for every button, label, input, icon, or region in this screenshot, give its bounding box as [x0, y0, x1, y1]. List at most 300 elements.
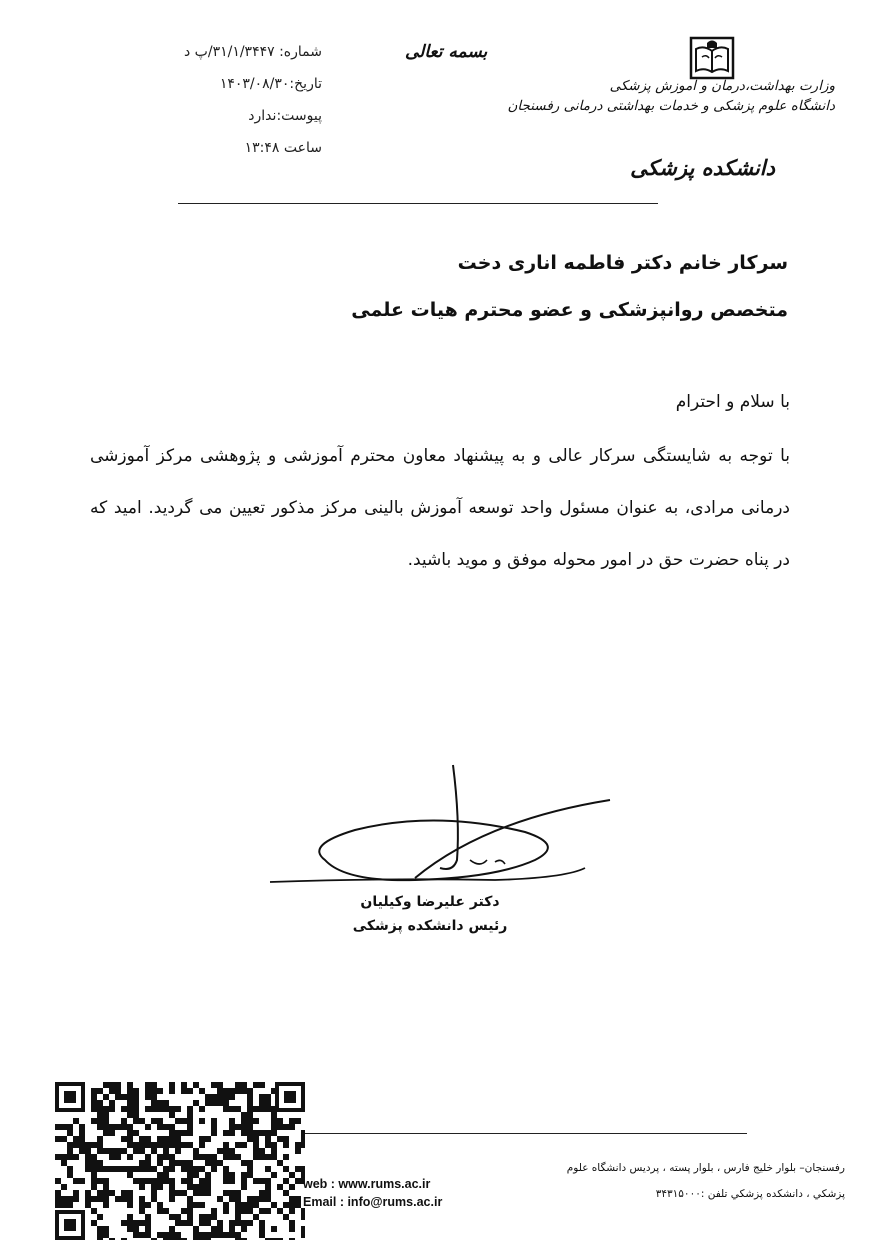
qr-module [223, 1202, 229, 1208]
qr-module [217, 1232, 223, 1238]
qr-module [97, 1100, 103, 1106]
qr-module [151, 1196, 157, 1202]
qr-module [187, 1118, 193, 1124]
qr-module [247, 1112, 253, 1118]
qr-module [103, 1118, 109, 1124]
qr-module [259, 1208, 265, 1214]
qr-module [235, 1232, 241, 1238]
qr-module [67, 1202, 73, 1208]
qr-module [193, 1184, 199, 1190]
qr-module [295, 1196, 301, 1202]
qr-module [283, 1214, 289, 1220]
qr-module [241, 1202, 247, 1208]
qr-module [157, 1184, 163, 1190]
signer-name: دکتر علیرضا وکیلیان [360, 894, 500, 910]
qr-module [91, 1184, 97, 1190]
qr-module [253, 1178, 259, 1184]
qr-module [169, 1154, 175, 1160]
qr-module [169, 1166, 175, 1172]
qr-module [163, 1178, 169, 1184]
qr-module [241, 1082, 247, 1088]
qr-module [271, 1238, 277, 1240]
qr-module [121, 1118, 127, 1124]
qr-module [61, 1124, 67, 1130]
qr-module [175, 1106, 181, 1112]
qr-module [181, 1178, 187, 1184]
letter-meta [122, 36, 322, 164]
qr-module [247, 1220, 253, 1226]
qr-module [187, 1184, 193, 1190]
qr-module [217, 1088, 223, 1094]
qr-module [247, 1202, 253, 1208]
qr-module [109, 1088, 115, 1094]
qr-module [283, 1166, 289, 1172]
qr-module [109, 1100, 115, 1106]
qr-module [205, 1238, 211, 1240]
qr-module [169, 1130, 175, 1136]
qr-module [289, 1172, 295, 1178]
qr-module [145, 1124, 151, 1130]
qr-module [223, 1178, 229, 1184]
qr-module [121, 1166, 127, 1172]
qr-module [199, 1184, 205, 1190]
qr-module [103, 1178, 109, 1184]
qr-module [205, 1094, 211, 1100]
qr-module [73, 1154, 79, 1160]
qr-module [67, 1166, 73, 1172]
qr-module [151, 1094, 157, 1100]
qr-module [133, 1100, 139, 1106]
qr-module [277, 1238, 283, 1240]
qr-module [253, 1136, 259, 1142]
qr-module [169, 1136, 175, 1142]
qr-module [175, 1130, 181, 1136]
qr-module [253, 1214, 259, 1220]
qr-module [253, 1148, 259, 1154]
qr-module [235, 1214, 241, 1220]
qr-module [271, 1118, 277, 1124]
qr-module [247, 1136, 253, 1142]
ministry-block [507, 76, 835, 116]
qr-module [295, 1202, 301, 1208]
qr-module [289, 1118, 295, 1124]
qr-module [91, 1100, 97, 1106]
qr-module [217, 1082, 223, 1088]
qr-module [121, 1124, 127, 1130]
qr-module [241, 1160, 247, 1166]
qr-module [91, 1160, 97, 1166]
qr-module [205, 1154, 211, 1160]
qr-module [139, 1232, 145, 1238]
qr-module [127, 1166, 133, 1172]
qr-module [187, 1130, 193, 1136]
qr-module [181, 1160, 187, 1166]
qr-module [253, 1118, 259, 1124]
qr-module [103, 1106, 109, 1112]
qr-module [181, 1088, 187, 1094]
qr-module [199, 1220, 205, 1226]
qr-module [67, 1154, 73, 1160]
qr-module [265, 1136, 271, 1142]
qr-module [271, 1142, 277, 1148]
qr-module [265, 1130, 271, 1136]
qr-module [67, 1172, 73, 1178]
qr-module [163, 1142, 169, 1148]
qr-module [151, 1178, 157, 1184]
qr-module [229, 1130, 235, 1136]
qr-module [109, 1130, 115, 1136]
qr-module [247, 1196, 253, 1202]
qr-module [79, 1148, 85, 1154]
qr-module [223, 1208, 229, 1214]
qr-module [229, 1172, 235, 1178]
qr-module [115, 1154, 121, 1160]
qr-module [235, 1082, 241, 1088]
qr-module [145, 1232, 151, 1238]
qr-module [163, 1100, 169, 1106]
qr-module [289, 1202, 295, 1208]
qr-module [139, 1166, 145, 1172]
greeting: با سلام و احترام [675, 392, 790, 412]
qr-module [85, 1196, 91, 1202]
qr-module [223, 1166, 229, 1172]
qr-module [205, 1172, 211, 1178]
qr-module [187, 1106, 193, 1112]
qr-module [163, 1232, 169, 1238]
qr-module [97, 1106, 103, 1112]
qr-module [193, 1154, 199, 1160]
qr-module [115, 1088, 121, 1094]
qr-module [211, 1124, 217, 1130]
qr-module [109, 1238, 115, 1240]
qr-module [175, 1160, 181, 1166]
qr-module [181, 1142, 187, 1148]
qr-module [97, 1136, 103, 1142]
qr-module [91, 1166, 97, 1172]
qr-module [61, 1154, 67, 1160]
qr-module [187, 1202, 193, 1208]
footer-web-link[interactable]: web : www.rums.ac.ir [303, 1177, 431, 1191]
qr-module [187, 1166, 193, 1172]
qr-module [103, 1166, 109, 1172]
qr-module [157, 1154, 163, 1160]
qr-module [97, 1160, 103, 1166]
qr-module [211, 1232, 217, 1238]
qr-module [145, 1226, 151, 1232]
qr-module [247, 1118, 253, 1124]
qr-module [175, 1220, 181, 1226]
qr-module [97, 1166, 103, 1172]
letter-time: ساعت ۱۳:۴۸ [244, 140, 322, 156]
qr-module [91, 1154, 97, 1160]
qr-module [241, 1124, 247, 1130]
qr-module [301, 1232, 305, 1238]
qr-module [175, 1148, 181, 1154]
qr-module [229, 1220, 235, 1226]
qr-module [247, 1130, 253, 1136]
qr-module [133, 1118, 139, 1124]
qr-module [139, 1142, 145, 1148]
qr-module [259, 1094, 265, 1100]
qr-module [277, 1208, 283, 1214]
qr-module [91, 1178, 97, 1184]
qr-module [193, 1082, 199, 1088]
qr-module [127, 1214, 133, 1220]
qr-module [241, 1142, 247, 1148]
qr-module [277, 1136, 283, 1142]
qr-module [79, 1124, 85, 1130]
qr-module [217, 1220, 223, 1226]
qr-module [157, 1106, 163, 1112]
qr-module [67, 1130, 73, 1136]
qr-module [205, 1214, 211, 1220]
qr-module [181, 1130, 187, 1136]
qr-module [241, 1130, 247, 1136]
qr-module [193, 1226, 199, 1232]
qr-module [247, 1094, 253, 1100]
qr-module [289, 1220, 295, 1226]
qr-module [301, 1136, 305, 1142]
qr-module [247, 1088, 253, 1094]
qr-module [97, 1196, 103, 1202]
footer-address-line-2: پزشكي ، دانشكده پزشكي تلفن :۳۴۳۱۵۰۰۰ [655, 1188, 845, 1200]
qr-module [163, 1172, 169, 1178]
qr-module [145, 1166, 151, 1172]
qr-module [277, 1124, 283, 1130]
qr-module [223, 1232, 229, 1238]
qr-module [271, 1124, 277, 1130]
qr-module [205, 1178, 211, 1184]
qr-module [133, 1106, 139, 1112]
qr-module [181, 1238, 187, 1240]
qr-module [235, 1142, 241, 1148]
qr-module [247, 1160, 253, 1166]
qr-module [217, 1094, 223, 1100]
qr-module [169, 1226, 175, 1232]
qr-module [211, 1160, 217, 1166]
qr-module [277, 1118, 283, 1124]
qr-module [85, 1142, 91, 1148]
qr-module [151, 1184, 157, 1190]
qr-module [145, 1142, 151, 1148]
qr-module [121, 1238, 127, 1240]
qr-module [247, 1172, 253, 1178]
qr-module [97, 1124, 103, 1130]
qr-module [145, 1202, 151, 1208]
qr-module [235, 1088, 241, 1094]
qr-module [127, 1106, 133, 1112]
qr-module [259, 1130, 265, 1136]
qr-module [145, 1082, 151, 1088]
footer-email-link[interactable]: Email : info@rums.ac.ir [303, 1195, 443, 1209]
qr-module [169, 1196, 175, 1202]
qr-module [127, 1130, 133, 1136]
qr-module [157, 1202, 163, 1208]
qr-module [283, 1142, 289, 1148]
qr-module [151, 1190, 157, 1196]
qr-module [259, 1100, 265, 1106]
qr-module [253, 1196, 259, 1202]
qr-module [259, 1220, 265, 1226]
qr-module [241, 1226, 247, 1232]
qr-module [235, 1220, 241, 1226]
qr-module [127, 1094, 133, 1100]
qr-module [169, 1238, 175, 1240]
qr-module [169, 1082, 175, 1088]
qr-module [91, 1220, 97, 1226]
qr-module [235, 1238, 241, 1240]
qr-module [199, 1136, 205, 1142]
qr-module [193, 1190, 199, 1196]
qr-module [295, 1142, 301, 1148]
qr-module [61, 1136, 67, 1142]
qr-module [145, 1214, 151, 1220]
qr-module [85, 1190, 91, 1196]
qr-module [235, 1208, 241, 1214]
qr-module [253, 1142, 259, 1148]
qr-module [133, 1232, 139, 1238]
qr-module [109, 1154, 115, 1160]
qr-module [127, 1142, 133, 1148]
qr-module [169, 1088, 175, 1094]
qr-module [97, 1226, 103, 1232]
qr-module [133, 1220, 139, 1226]
qr-module [169, 1142, 175, 1148]
qr-module [127, 1202, 133, 1208]
qr-module [271, 1172, 277, 1178]
qr-module [289, 1196, 295, 1202]
qr-module [139, 1148, 145, 1154]
qr-module [145, 1154, 151, 1160]
qr-module [139, 1208, 145, 1214]
qr-module [97, 1118, 103, 1124]
qr-module [157, 1136, 163, 1142]
qr-module [175, 1232, 181, 1238]
qr-module [301, 1142, 305, 1148]
qr-module [271, 1154, 277, 1160]
qr-module [61, 1160, 67, 1166]
qr-module [181, 1118, 187, 1124]
qr-module [205, 1100, 211, 1106]
qr-module [211, 1082, 217, 1088]
qr-module [223, 1190, 229, 1196]
qr-module [175, 1136, 181, 1142]
qr-module [199, 1232, 205, 1238]
qr-module [163, 1154, 169, 1160]
qr-module [55, 1136, 61, 1142]
qr-module [127, 1124, 133, 1130]
footer-divider [305, 1133, 747, 1134]
qr-module [181, 1082, 187, 1088]
qr-module [55, 1196, 61, 1202]
qr-module [133, 1130, 139, 1136]
qr-module [73, 1190, 79, 1196]
qr-module [205, 1160, 211, 1166]
qr-module [241, 1118, 247, 1124]
ministry-line-2: دانشگاه علوم پزشکی و خدمات بهداشتی درمانی رفسنجان [507, 98, 835, 114]
qr-module [181, 1166, 187, 1172]
qr-module [187, 1178, 193, 1184]
qr-module [97, 1112, 103, 1118]
qr-module [79, 1142, 85, 1148]
qr-module [115, 1148, 121, 1154]
qr-module [223, 1154, 229, 1160]
qr-module [295, 1178, 301, 1184]
qr-module [211, 1100, 217, 1106]
qr-module [265, 1154, 271, 1160]
qr-module [229, 1088, 235, 1094]
qr-module [97, 1142, 103, 1148]
qr-module [169, 1214, 175, 1220]
qr-module [223, 1172, 229, 1178]
qr-module [127, 1100, 133, 1106]
qr-module [199, 1106, 205, 1112]
qr-module [199, 1166, 205, 1172]
qr-module [151, 1082, 157, 1088]
qr-module [121, 1136, 127, 1142]
qr-module [157, 1208, 163, 1214]
qr-module [103, 1226, 109, 1232]
qr-module [67, 1148, 73, 1154]
qr-module [91, 1196, 97, 1202]
qr-module [103, 1094, 109, 1100]
qr-module [253, 1082, 259, 1088]
qr-module [133, 1142, 139, 1148]
qr-module [133, 1178, 139, 1184]
qr-module [121, 1148, 127, 1154]
qr-module [223, 1100, 229, 1106]
qr-module [85, 1160, 91, 1166]
qr-module [133, 1166, 139, 1172]
qr-module [259, 1154, 265, 1160]
qr-module [193, 1148, 199, 1154]
qr-module [295, 1148, 301, 1154]
qr-module [253, 1130, 259, 1136]
qr-module [139, 1184, 145, 1190]
qr-module [115, 1124, 121, 1130]
qr-module [103, 1184, 109, 1190]
qr-module [133, 1226, 139, 1232]
qr-module [217, 1148, 223, 1154]
qr-module [97, 1190, 103, 1196]
qr-module [73, 1118, 79, 1124]
qr-module [289, 1208, 295, 1214]
qr-module [247, 1166, 253, 1172]
qr-module [301, 1166, 305, 1172]
qr-module [175, 1190, 181, 1196]
qr-module [103, 1190, 109, 1196]
qr-module [241, 1238, 247, 1240]
qr-module [187, 1088, 193, 1094]
letter-attachment: پیوست:ندارد [248, 108, 322, 124]
qr-module [211, 1094, 217, 1100]
qr-module [127, 1112, 133, 1118]
qr-module [127, 1196, 133, 1202]
qr-module [229, 1232, 235, 1238]
qr-module [205, 1136, 211, 1142]
qr-module [55, 1190, 61, 1196]
bismillah-heading: بسمه تعالی [405, 42, 488, 62]
qr-module [121, 1196, 127, 1202]
qr-module [109, 1082, 115, 1088]
qr-module [127, 1226, 133, 1232]
qr-module [259, 1178, 265, 1184]
qr-module [265, 1178, 271, 1184]
qr-module [169, 1124, 175, 1130]
qr-module [127, 1082, 133, 1088]
qr-module [283, 1136, 289, 1142]
qr-module [139, 1202, 145, 1208]
